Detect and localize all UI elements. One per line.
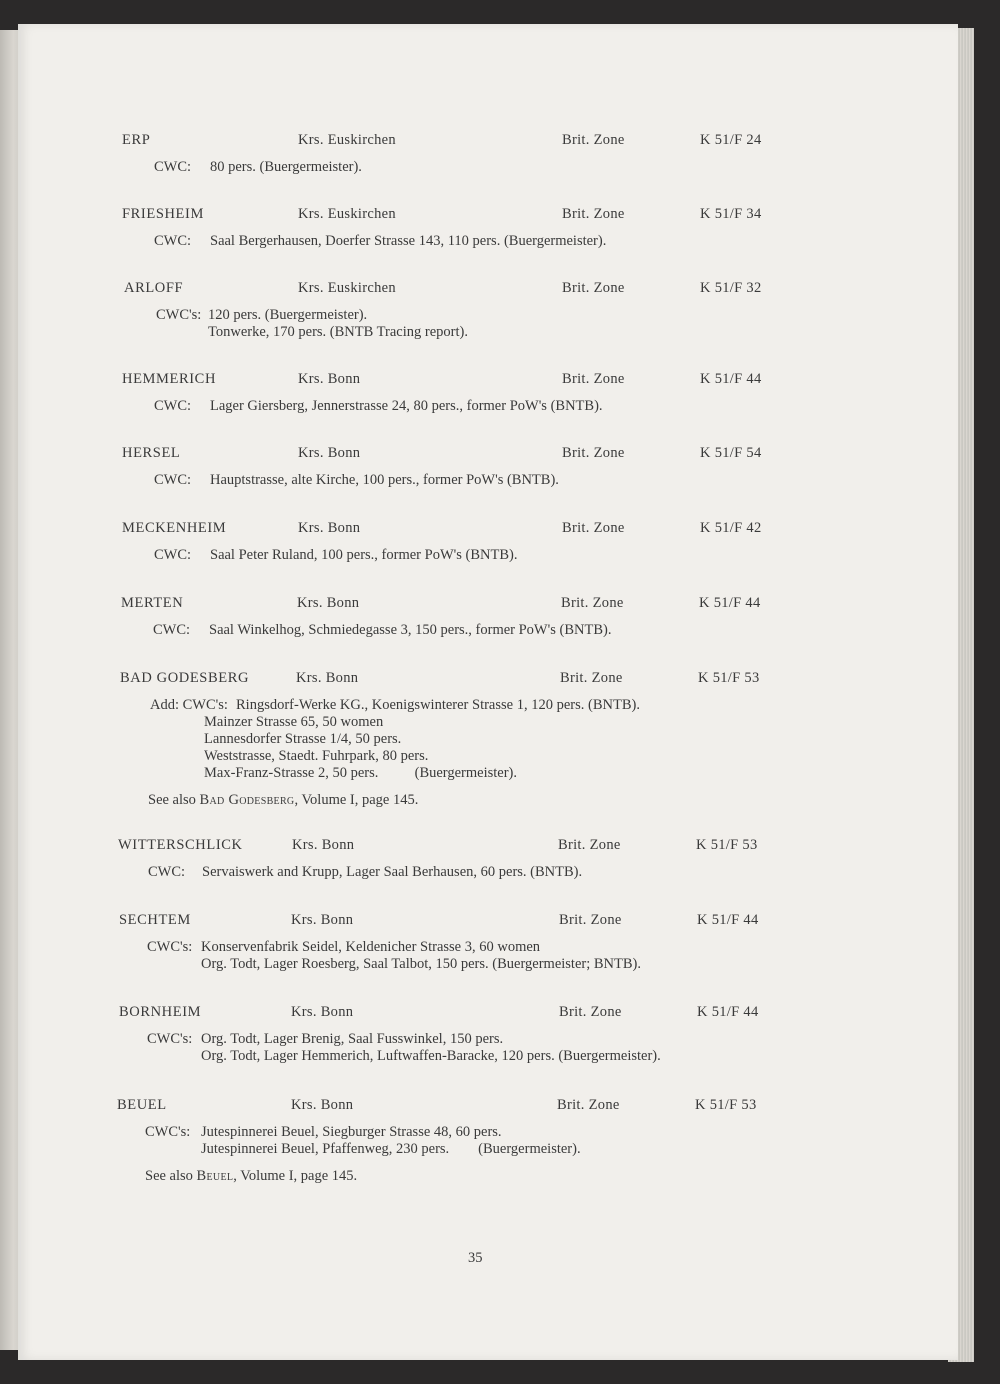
entry-header [118,837,1000,859]
place-name: BEUEL [117,1097,167,1113]
district: Krs. Bonn [291,1004,354,1020]
camp-line: Weststrasse, Staedt. Fuhrpark, 80 pers. [204,748,429,764]
entry-meckenheim [122,520,1000,564]
map-reference: K 51/F 54 [700,445,762,461]
place-name: BAD GODESBERG [120,670,250,686]
district: Krs. Bonn [296,670,359,686]
camp-line: Jutespinnerei Beuel, Siegburger Strasse 48, 60 pers. [201,1124,502,1140]
entry-header [122,132,1000,154]
entry-arloff [124,280,1000,341]
entry-body [119,939,1000,973]
zone: Brit. Zone [558,837,621,853]
zone: Brit. Zone [561,595,624,611]
camp-line: Lager Giersberg, Jennerstrasse 24, 80 pers., former PoW's (BNTB). [210,398,603,414]
zone: Brit. Zone [562,520,625,536]
district: Krs. Bonn [298,445,361,461]
entry-hersel [122,445,1000,489]
map-reference: K 51/F 44 [697,912,759,928]
camp-line: Hauptstrasse, alte Kirche, 100 pers., former PoW's (BNTB). [210,472,559,488]
place-name: HERSEL [122,445,181,461]
entry-erp [122,132,1000,176]
entry-header [122,206,1000,228]
zone: Brit. Zone [560,670,623,686]
district: Krs. Bonn [291,912,354,928]
camp-label: CWC's: [147,1031,193,1047]
entry-header [122,371,1000,393]
camp-label: CWC: [154,547,192,563]
camp-label: CWC: [154,398,192,414]
map-reference: K 51/F 24 [700,132,762,148]
map-reference: K 51/F 44 [699,595,761,611]
camp-line: Ringsdorf-Werke KG., Koenigswinterer Strasse 1, 120 pers. (BNTB). [236,697,640,713]
camp-line: Saal Peter Ruland, 100 pers., former PoW's (BNTB). [210,547,518,563]
see-also-suffix: , Volume I, page 145. [294,792,419,808]
camp-label: CWC: [153,622,191,638]
zone: Brit. Zone [557,1097,620,1113]
entry-body [124,307,1000,341]
camp-label: CWC's: [145,1124,191,1140]
camp-line: Jutespinnerei Beuel, Pfaffenweg, 230 pers. (Buergermeister). [201,1141,581,1157]
entry-merten [121,595,1000,639]
entry-header [124,280,1000,302]
place-name: WITTERSCHLICK [118,837,243,853]
entry-body [122,159,1000,176]
camp-line: Mainzer Strasse 65, 50 women [204,714,384,730]
place-name: BORNHEIM [119,1004,202,1020]
map-reference: K 51/F 53 [695,1097,757,1113]
see-also-note [120,792,1000,809]
zone: Brit. Zone [559,1004,622,1020]
camp-label: Add: CWC's: [150,697,228,713]
entry-header [120,670,1000,692]
camp-line: Org. Todt, Lager Brenig, Saal Fusswinkel, 150 pers. [201,1031,504,1047]
map-reference: K 51/F 44 [700,371,762,387]
camp-line: Saal Bergerhausen, Doerfer Strasse 143, 110 pers. (Buergermeister). [210,233,607,249]
entry-friesheim [122,206,1000,250]
place-name: ERP [122,132,151,148]
entry-header [119,1004,1000,1026]
entry-body [118,864,1000,881]
entry-bornheim [119,1004,1000,1065]
entry-beuel [117,1097,1000,1185]
entry-bad-godesberg [120,670,1000,809]
map-reference: K 51/F 34 [700,206,762,222]
entry-body [122,472,1000,489]
camp-label: CWC: [154,472,192,488]
district: Krs. Bonn [298,520,361,536]
map-reference: K 51/F 42 [700,520,762,536]
district: Krs. Bonn [297,595,360,611]
district: Krs. Euskirchen [298,280,396,296]
see-also-prefix: See also [145,1168,197,1184]
see-also-name: Beuel [196,1168,234,1184]
map-reference: K 51/F 32 [700,280,762,296]
entry-body [122,547,1000,564]
entry-body [120,697,1000,782]
camp-line: Servaiswerk and Krupp, Lager Saal Berhausen, 60 pers. (BNTB). [202,864,583,880]
camp-label: CWC: [154,233,192,249]
see-also-note [117,1168,1000,1185]
place-name: ARLOFF [124,280,184,296]
camp-line: Lannesdorfer Strasse 1/4, 50 pers. [204,731,402,747]
place-name: HEMMERICH [122,371,217,387]
entry-body [119,1031,1000,1065]
zone: Brit. Zone [562,445,625,461]
zone: Brit. Zone [562,280,625,296]
page-number: 35 [468,1250,483,1266]
camp-line: 120 pers. (Buergermeister). [208,307,368,323]
entry-body [117,1124,1000,1158]
camp-line: Org. Todt, Lager Hemmerich, Luftwaffen-Baracke, 120 pers. (Buergermeister). [201,1048,661,1064]
district: Krs. Bonn [298,371,361,387]
see-also-prefix: See also [148,792,200,808]
entry-witterschlick [118,837,1000,881]
camp-line: Max-Franz-Strasse 2, 50 pers. (Buergermeister). [204,765,518,781]
page [18,24,958,1360]
see-also-name: Bad Godesberg [199,792,295,808]
entry-sechtem [119,912,1000,973]
map-reference: K 51/F 53 [696,837,758,853]
camp-line: Org. Todt, Lager Roesberg, Saal Talbot, 150 pers. (Buergermeister; BNTB). [201,956,642,972]
entry-header [119,912,1000,934]
zone: Brit. Zone [559,912,622,928]
camp-label: CWC's: [156,307,202,323]
entry-body [122,398,1000,415]
district: Krs. Euskirchen [298,206,396,222]
camp-label: CWC: [148,864,186,880]
entry-header [121,595,1000,617]
zone: Brit. Zone [562,206,625,222]
camp-line: 80 pers. (Buergermeister). [210,159,362,175]
camp-label: CWC's: [147,939,193,955]
map-reference: K 51/F 44 [697,1004,759,1020]
district: Krs. Bonn [291,1097,354,1113]
camp-line: Saal Winkelhog, Schmiedegasse 3, 150 pers., former PoW's (BNTB). [209,622,612,638]
entry-header [122,520,1000,542]
place-name: SECHTEM [119,912,191,928]
place-name: MERTEN [121,595,184,611]
place-name: FRIESHEIM [122,206,204,222]
map-reference: K 51/F 53 [698,670,760,686]
zone: Brit. Zone [562,132,625,148]
place-name: MECKENHEIM [122,520,227,536]
entry-hemmerich [122,371,1000,415]
district: Krs. Euskirchen [298,132,396,148]
entry-body [121,622,1000,639]
entry-body [122,233,1000,250]
camp-label: CWC: [154,159,192,175]
district: Krs. Bonn [292,837,355,853]
zone: Brit. Zone [562,371,625,387]
see-also-suffix: , Volume I, page 145. [233,1168,358,1184]
camp-line: Tonwerke, 170 pers. (BNTB Tracing report). [208,324,468,340]
entry-header [122,445,1000,467]
entry-header [117,1097,1000,1119]
camp-line: Konservenfabrik Seidel, Keldenicher Strasse 3, 60 women [201,939,541,955]
